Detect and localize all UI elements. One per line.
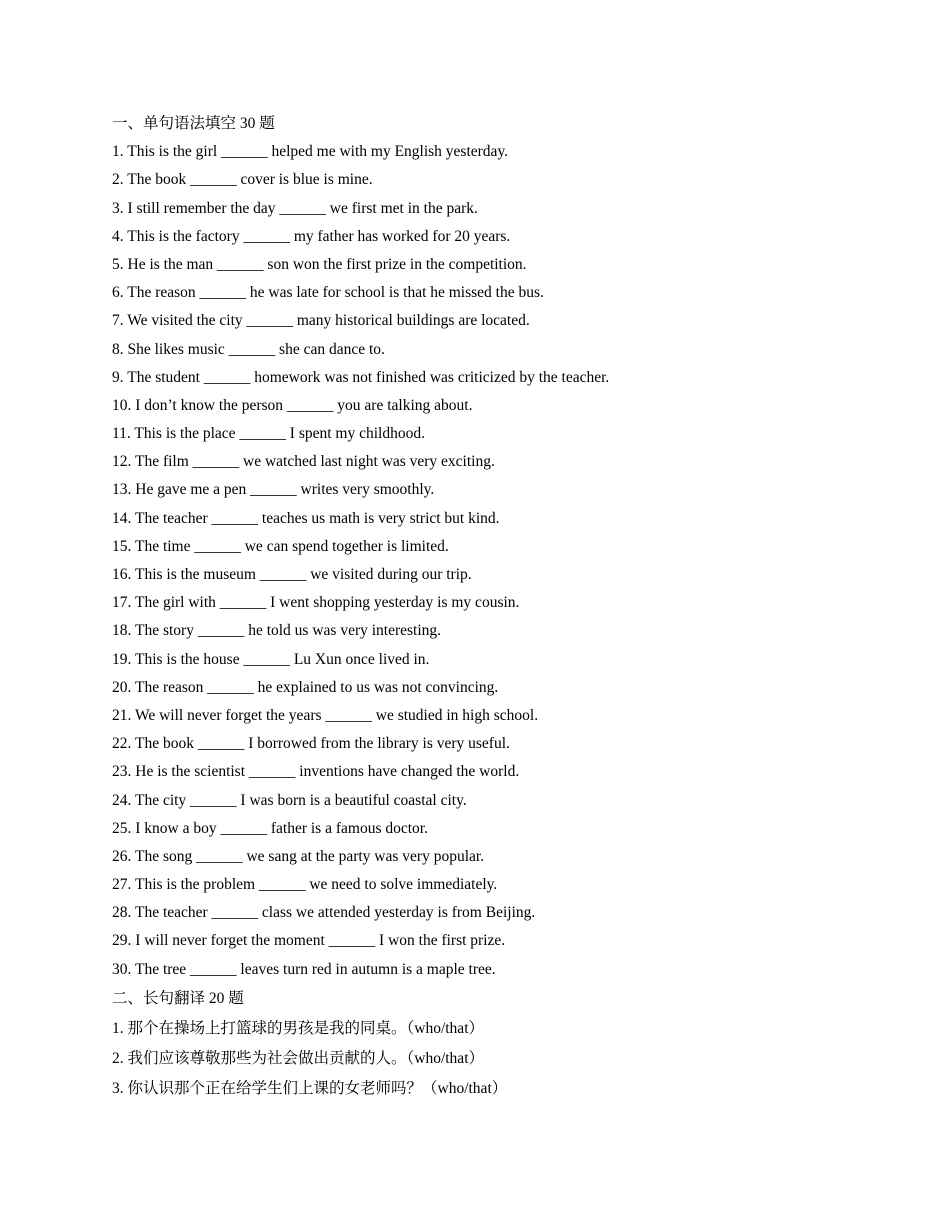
translation-item: 3. 你认识那个正在给学生们上课的女老师吗？（who/that）: [112, 1079, 508, 1097]
question-item: 13. He gave me a pen ______ writes very smoothly.: [112, 481, 435, 499]
question-item: 2. The book ______ cover is blue is mine.: [112, 171, 373, 189]
question-item: 24. The city ______ I was born is a beautiful coastal city.: [112, 791, 467, 809]
question-item: 14. The teacher ______ teaches us math is very strict but kind.: [112, 509, 500, 527]
question-item: 27. This is the problem ______ we need to solve immediately.: [112, 876, 498, 894]
question-item: 8. She likes music ______ she can dance to.: [112, 340, 385, 358]
question-item: 3. I still remember the day ______ we first met in the park.: [112, 199, 478, 217]
question-item: 30. The tree ______ leaves turn red in autumn is a maple tree.: [112, 960, 496, 978]
question-item: 26. The song ______ we sang at the party was very popular.: [112, 847, 485, 865]
document-page: [112, 110, 872, 1104]
question-item: 11. This is the place ______ I spent my childhood.: [112, 425, 425, 443]
question-item: 19. This is the house ______ Lu Xun once lived in.: [112, 650, 430, 668]
section2-heading: 二、长句翻译 20 题: [112, 989, 244, 1007]
question-item: 29. I will never forget the moment ______ I won the first prize.: [112, 932, 506, 950]
question-item: 12. The film ______ we watched last night was very exciting.: [112, 453, 495, 471]
translation-item: 2. 我们应该尊敬那些为社会做出贡献的人。（who/that）: [112, 1049, 484, 1067]
question-item: 10. I don’t know the person ______ you are talking about.: [112, 396, 473, 414]
question-item: 4. This is the factory ______ my father has worked for 20 years.: [112, 227, 511, 245]
question-item: 7. We visited the city ______ many historical buildings are located.: [112, 312, 530, 330]
question-item: 1. This is the girl ______ helped me with my English yesterday.: [112, 143, 509, 161]
question-item: 16. This is the museum ______ we visited during our trip.: [112, 566, 472, 583]
translation-item: 1. 那个在操场上打篮球的男孩是我的同桌。（who/that）: [112, 1019, 484, 1037]
question-item: 15. The time ______ we can spend together is limited.: [112, 537, 449, 555]
section1-heading: 一、单句语法填空 30 题: [112, 115, 275, 132]
question-item: 22. The book ______ I borrowed from the library is very useful.: [112, 735, 510, 753]
question-item: 9. The student ______ homework was not finished was criticized by the teacher.: [112, 368, 610, 386]
question-item: 23. He is the scientist ______ inventions have changed the world.: [112, 763, 520, 781]
question-item: 25. I know a boy ______ father is a famous doctor.: [112, 819, 428, 837]
question-item: 5. He is the man ______ son won the first prize in the competition.: [112, 255, 527, 273]
question-item: 6. The reason ______ he was late for school is that he missed the bus.: [112, 284, 544, 302]
section1-list: [112, 138, 872, 984]
section2-list: [112, 1014, 872, 1104]
question-item: 28. The teacher ______ class we attended yesterday is from Beijing.: [112, 904, 536, 922]
question-item: 20. The reason ______ he explained to us was not convincing.: [112, 678, 499, 696]
question-item: 17. The girl with ______ I went shopping yesterday is my cousin.: [112, 594, 520, 612]
question-item: 21. We will never forget the years ______ we studied in high school.: [112, 706, 539, 724]
question-item: 18. The story ______ he told us was very interesting.: [112, 622, 442, 640]
